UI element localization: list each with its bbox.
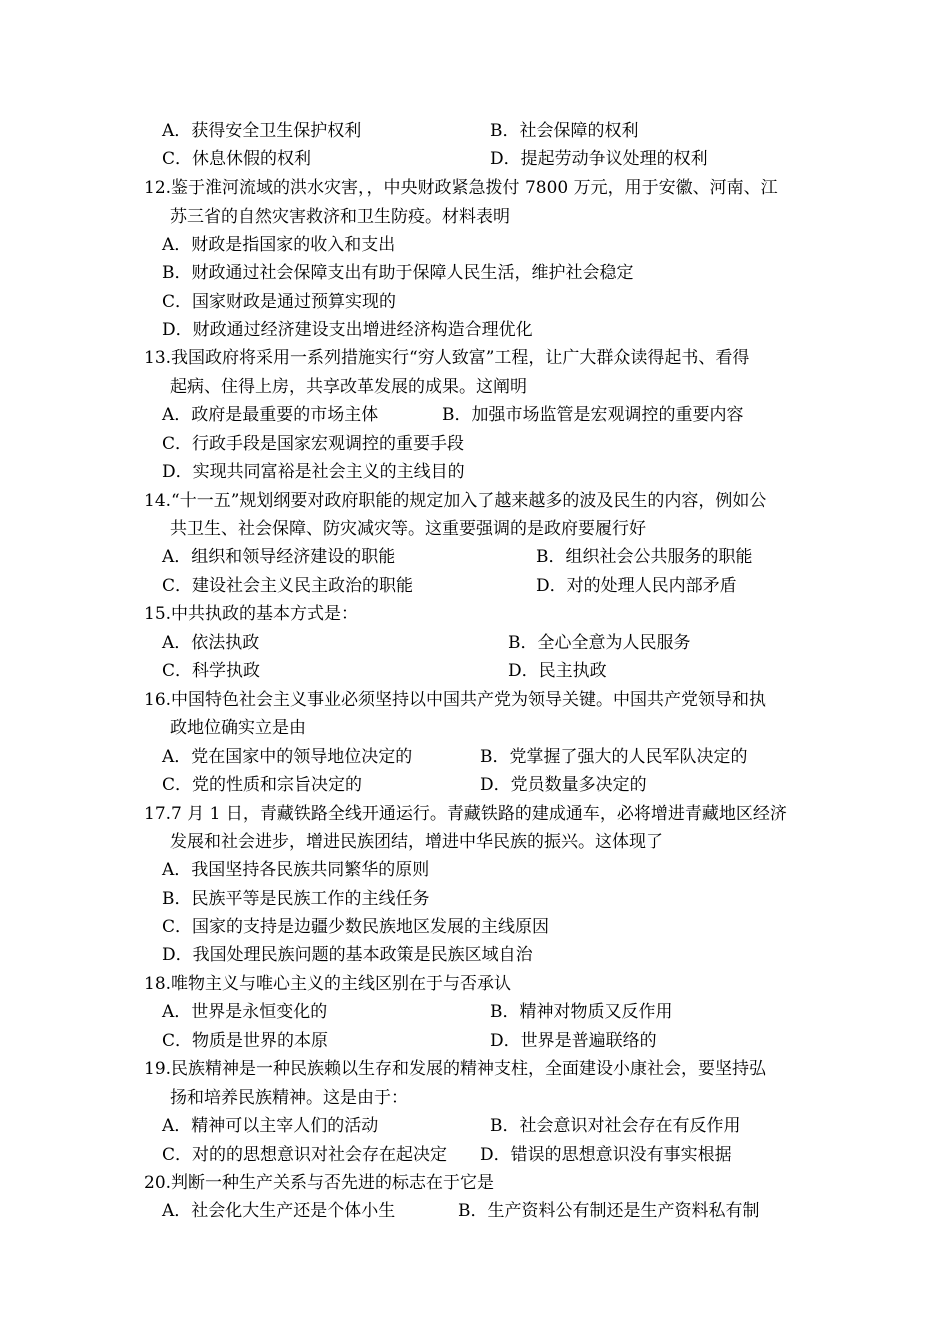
q18-options-cd [162,1031,657,1051]
q11-option-a: A．获得安全卫生保护权利 [162,121,362,141]
q20-stem-line1: 20.判断一种生产关系与否先进的标志在于它是 [144,1173,495,1193]
q11-option-c: C．休息休假的权利 [162,149,312,169]
q17-option-a: A．我国坚持各民族共同繁华的原则 [162,860,430,880]
q20-option-b: B．生产资料公有制还是生产资料私有制 [458,1201,760,1221]
q18-option-d: D．世界是普遍联络的 [490,1031,657,1051]
q12-option-b: B．财政通过社会保障支出有助于保障人民生活，维护社会稳定 [162,263,634,283]
q19-option-c: C．对的的思想意识对社会存在起决定 [162,1145,448,1165]
q19-option-a: A．精神可以主宰人们的活动 [162,1116,379,1136]
q12-stem-line2: 苏三省的自然灾害救济和卫生防疫。材料表明 [170,207,510,227]
q11-option-b: B．社会保障的权利 [490,121,639,141]
q16-option-d: D．党员数量多决定的 [480,775,647,795]
q17-option-d: D．我国处理民族问题的基本政策是民族区域自治 [162,945,533,965]
q14-option-b: B．组织社会公共服务的职能 [536,547,753,567]
q15-option-c: C．科学执政 [162,661,261,681]
q14-option-a: A．组织和领导经济建设的职能 [162,547,396,567]
q15-option-a: A．依法执政 [162,633,260,653]
q20-option-a: A．社会化大生产还是个体小生 [162,1201,396,1221]
q14-option-c: C．建设社会主义民主政治的职能 [162,576,414,596]
q16-stem-line1: 16.中国特色社会主义事业必须坚持以中国共产党为领导关键。中国共产党领导和执 [144,690,767,710]
q16-stem-line2: 政地位确实立是由 [170,718,306,738]
q19-option-d: D．错误的思想意识没有事实根据 [480,1145,732,1165]
q13-option-b: B．加强市场监管是宏观调控的重要内容 [442,405,744,425]
q18-option-c: C．物质是世界的本原 [162,1031,329,1051]
q18-option-a: A．世界是永恒变化的 [162,1002,328,1022]
q14-options-ab [162,547,753,567]
q15-option-d: D．民主执政 [508,661,607,681]
q15-option-b: B．全心全意为人民服务 [508,633,691,653]
q20-options-ab [162,1201,760,1221]
q16-options-cd [162,775,647,795]
q12-stem-line1: 12.鉴于淮河流域的洪水灾害，，中央财政紧急拨付 7800 万元，用于安徽、河南、江 [144,178,778,198]
q18-options-ab [162,1002,673,1022]
q16-option-a: A．党在国家中的领导地位决定的 [162,747,413,767]
q13-option-d: D．实现共同富裕是社会主义的主线目的 [162,462,465,482]
q14-option-d: D．对的处理人民内部矛盾 [536,576,737,596]
q11-option-d: D．提起劳动争议处理的权利 [490,149,708,169]
q12-option-c: C．国家财政是通过预算实现的 [162,292,397,312]
q15-stem-line1: 15.中共执政的基本方式是： [144,604,359,624]
q18-stem-line1: 18.唯物主义与唯心主义的主线区别在于与否承认 [144,974,512,994]
q13-options-ab [162,405,744,425]
q12-option-a: A．财政是指国家的收入和支出 [162,235,396,255]
q13-option-c: C．行政手段是国家宏观调控的重要手段 [162,434,465,454]
q19-options-cd [162,1145,732,1165]
q19-options-ab [162,1116,741,1136]
q17-option-b: B．民族平等是民族工作的主线任务 [162,889,430,909]
q19-option-b: B．社会意识对社会存在有反作用 [490,1116,741,1136]
q12-option-d: D．财政通过经济建设支出增进经济构造合理优化 [162,320,533,340]
q17-option-c: C．国家的支持是边疆少数民族地区发展的主线原因 [162,917,550,937]
q13-stem-line2: 起病、住得上房，共享改革发展的成果。这阐明 [170,377,527,397]
q13-stem-line1: 13.我国政府将采用一系列措施实行“穷人致富”工程，让广大群众读得起书、看得 [144,348,750,368]
q16-options-ab [162,747,748,767]
q16-option-b: B．党掌握了强大的人民军队决定的 [480,747,748,767]
q14-stem-line1: 14.“十一五”规划纲要对政府职能的规定加入了越来越多的波及民生的内容，例如公 [144,491,767,511]
q17-stem-line2: 发展和社会进步，增进民族团结，增进中华民族的振兴。这体现了 [170,832,663,852]
q18-option-b: B．精神对物质又反作用 [490,1002,673,1022]
q11-options-cd [162,149,708,169]
q15-options-ab [162,633,691,653]
q19-stem-line1: 19.民族精神是一种民族赖以生存和发展的精神支柱，全面建设小康社会，要坚持弘 [144,1059,767,1079]
q15-options-cd [162,661,607,681]
q14-stem-line2: 共卫生、社会保障、防灾减灾等。这重要强调的是政府要履行好 [170,519,646,539]
q13-option-a: A．政府是最重要的市场主体 [162,405,379,425]
q11-options-ab [162,121,639,141]
q14-options-cd [162,576,737,596]
q16-option-c: C．党的性质和宗旨决定的 [162,775,363,795]
q19-stem-line2: 扬和培养民族精神。这是由于： [170,1088,408,1108]
q17-stem-line1: 17.7 月 1 日，青藏铁路全线开通运行。青藏铁路的建成通车，必将增进青藏地区经济 [144,804,787,824]
